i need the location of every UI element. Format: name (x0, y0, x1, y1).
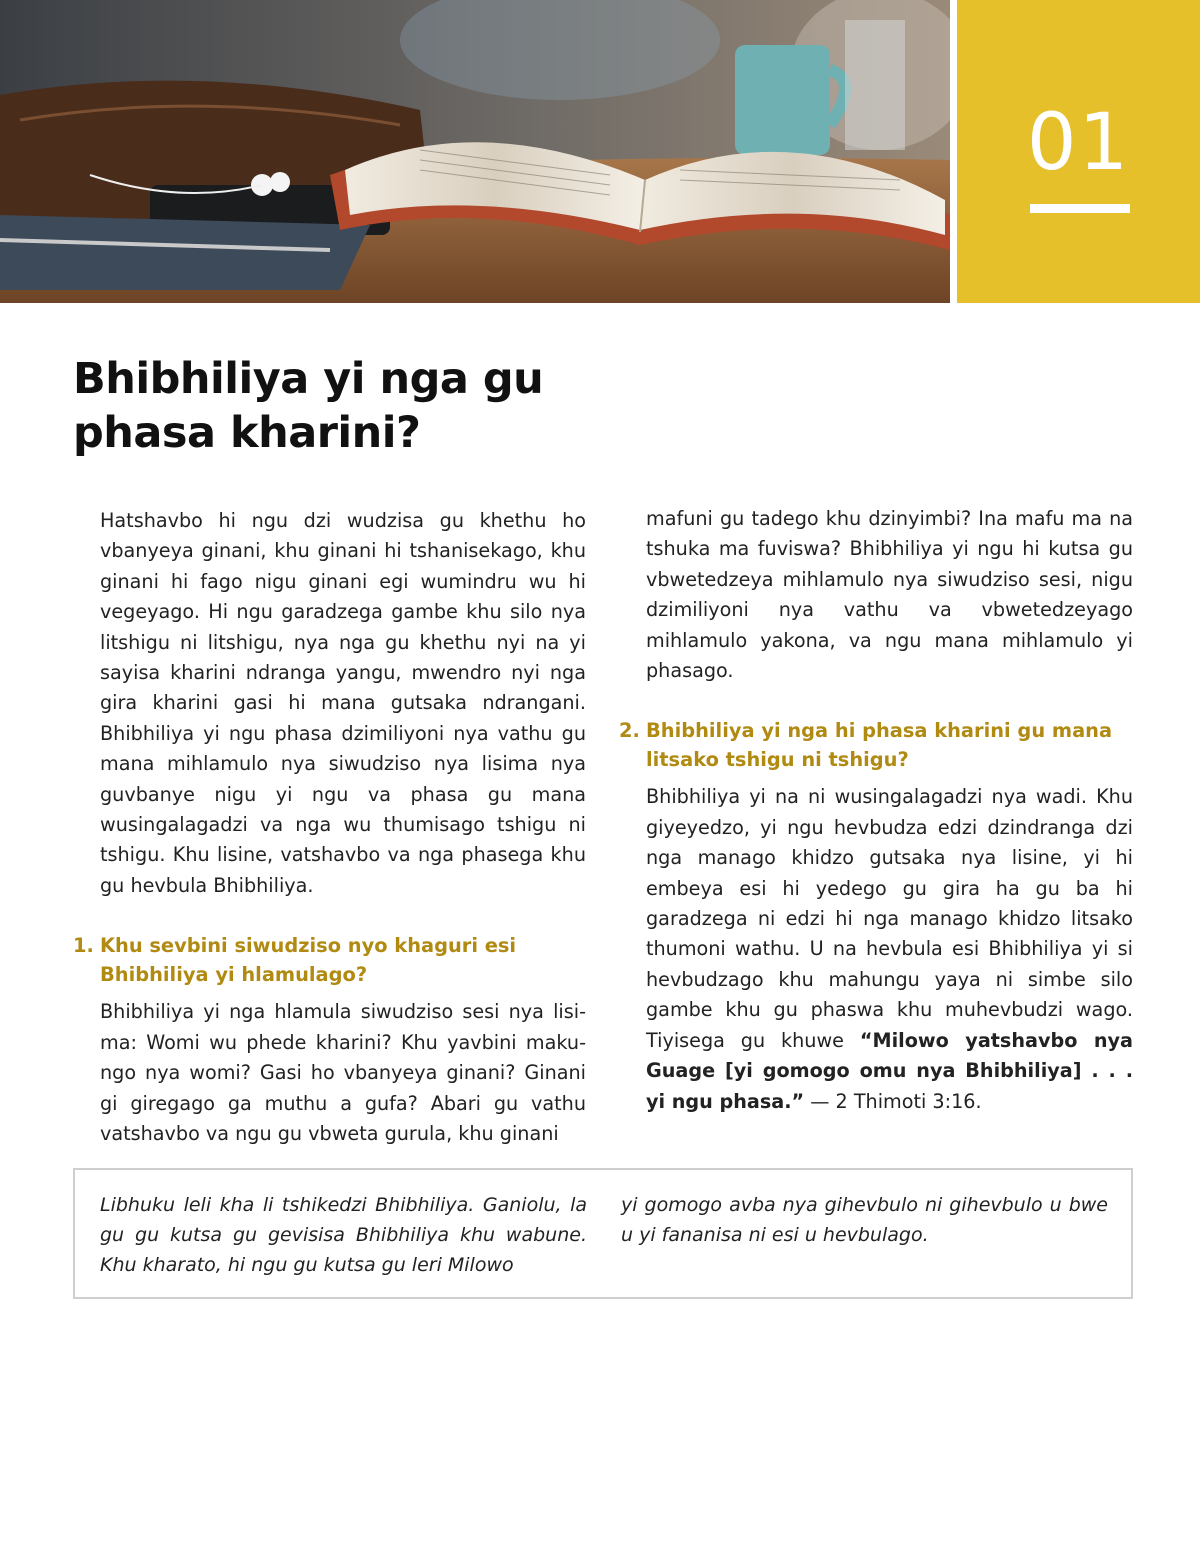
scripture-quote: “Milowo yatshavbo nya Guage [yi gomogo omu nya Bhibhiliya] . . . yi ngu phasa.” (646, 1028, 1133, 1113)
hero-illustration (0, 0, 950, 303)
question-2-number: 2. (619, 719, 640, 743)
question-2 (619, 716, 1133, 774)
note-box (73, 1168, 1133, 1299)
chapter-badge (957, 0, 1200, 303)
right-column (619, 504, 1133, 1117)
question-1-text: Khu sevbini siwudziso nyo khaguri esi Bhibhiliya yi hlamulago? (100, 934, 517, 987)
answer-1-text: Bhibhiliya yi nga hlamula siwudziso sesi nya lisima: Womi wu phede kharini? Khu yavbini makungo nya womi? Gasi ho vbanyeya ginani? Ginani gi giregago ga muthu a gufa? Abari gu vathu vatshavbo va ngu gu vbweta gurula, khu ginani (100, 1000, 586, 1145)
hero-image (0, 0, 950, 303)
left-column (73, 506, 586, 1149)
question-1-number: 1. (73, 934, 94, 958)
page-title: Bhibhiliya yi nga gu phasa kharini? (73, 354, 544, 458)
answer-1-continued: mafuni gu tadego khu dzinyimbi? Ina mafu ma na tshuka ma fuviswa? Bhibhiliya yi ngu hi kutsa gu vbwetedzeya mihlamulo nya siwudziso sesi, nigu dzimiliyoni nya vathu va vbwetedzeyago mihlamulo yakona, va ngu mana mihlamulo yi phasago. (646, 507, 1133, 683)
chapter-number: 01 (1026, 98, 1131, 188)
intro-paragraph: Hatshavbo hi ngu dzi wudzisa gu khethu ho vbanyeya ginani, khu ginani hi tshanisekago, khu ginani hi fago nigu ginani egi wumindru wu hi vegeyago. Hi ngu garadzega gambe khu silo nya litshigu ni litshigu, nya nga gu khethu nyi na yi sayisa kharini ndranga yangu, mwendro nyi nga gira kharini gasi hi mana gutsaka ndrangani. Bhibhiliya yi ngu phasa dzimiliyoni nya vathu gu mana mihlamulo nya siwudziso nya lisima nya guvbanye nigu yi ngu va phasa gu mana wusingalagadzi va nga wu thumisago tshigu ni tshigu. Khu lisine, vatshavbo va nga phasega khu gu hevbula Bhibhiliya. (100, 509, 586, 897)
question-1 (73, 931, 586, 989)
scripture-reference: — 2 Thimoti 3:16. (804, 1089, 982, 1113)
answer-1-part-1 (100, 997, 586, 1149)
note-left-text: Libhuku leli kha li tshikedzi Bhibhiliya. Ganiolu, la gu gu kutsa gu gevisisa Bhibhiliya khu wabune. Khu kharato, hi ngu gu kutsa gu leri Milowo (100, 1194, 587, 1276)
chapter-underline (1030, 204, 1130, 213)
question-2-text: Bhibhiliya yi nga hi phasa kharini gu mana litsako tshigu ni tshigu? (646, 719, 1113, 772)
answer-2-paragraph (646, 782, 1133, 1116)
answer-2-text: Bhibhiliya yi na ni wusingalagadzi nya wadi. Khu giyeyedzo, yi ngu hevbudza edzi dzindranga dzi nga manago khidzo gutsaka nya lisine, yi hi embeya esi hi yedego gu gira ha gu ba hi garadzega ni edzi hi nga manago khidzo litsako thumoni wathu. U na hevbula esi Bhibhiliya yi si hevbudzago khu mahungu yaya ni simbe silo gambe khu gu phaswa khu muhevbudzi wago. Tiyisega gu khuwe (646, 785, 1133, 1052)
note-right-text: yi gomogo avba nya gihevbulo ni gihevbulo u bwe u yi fananisa ni esi u hevbulago. (621, 1194, 1108, 1246)
